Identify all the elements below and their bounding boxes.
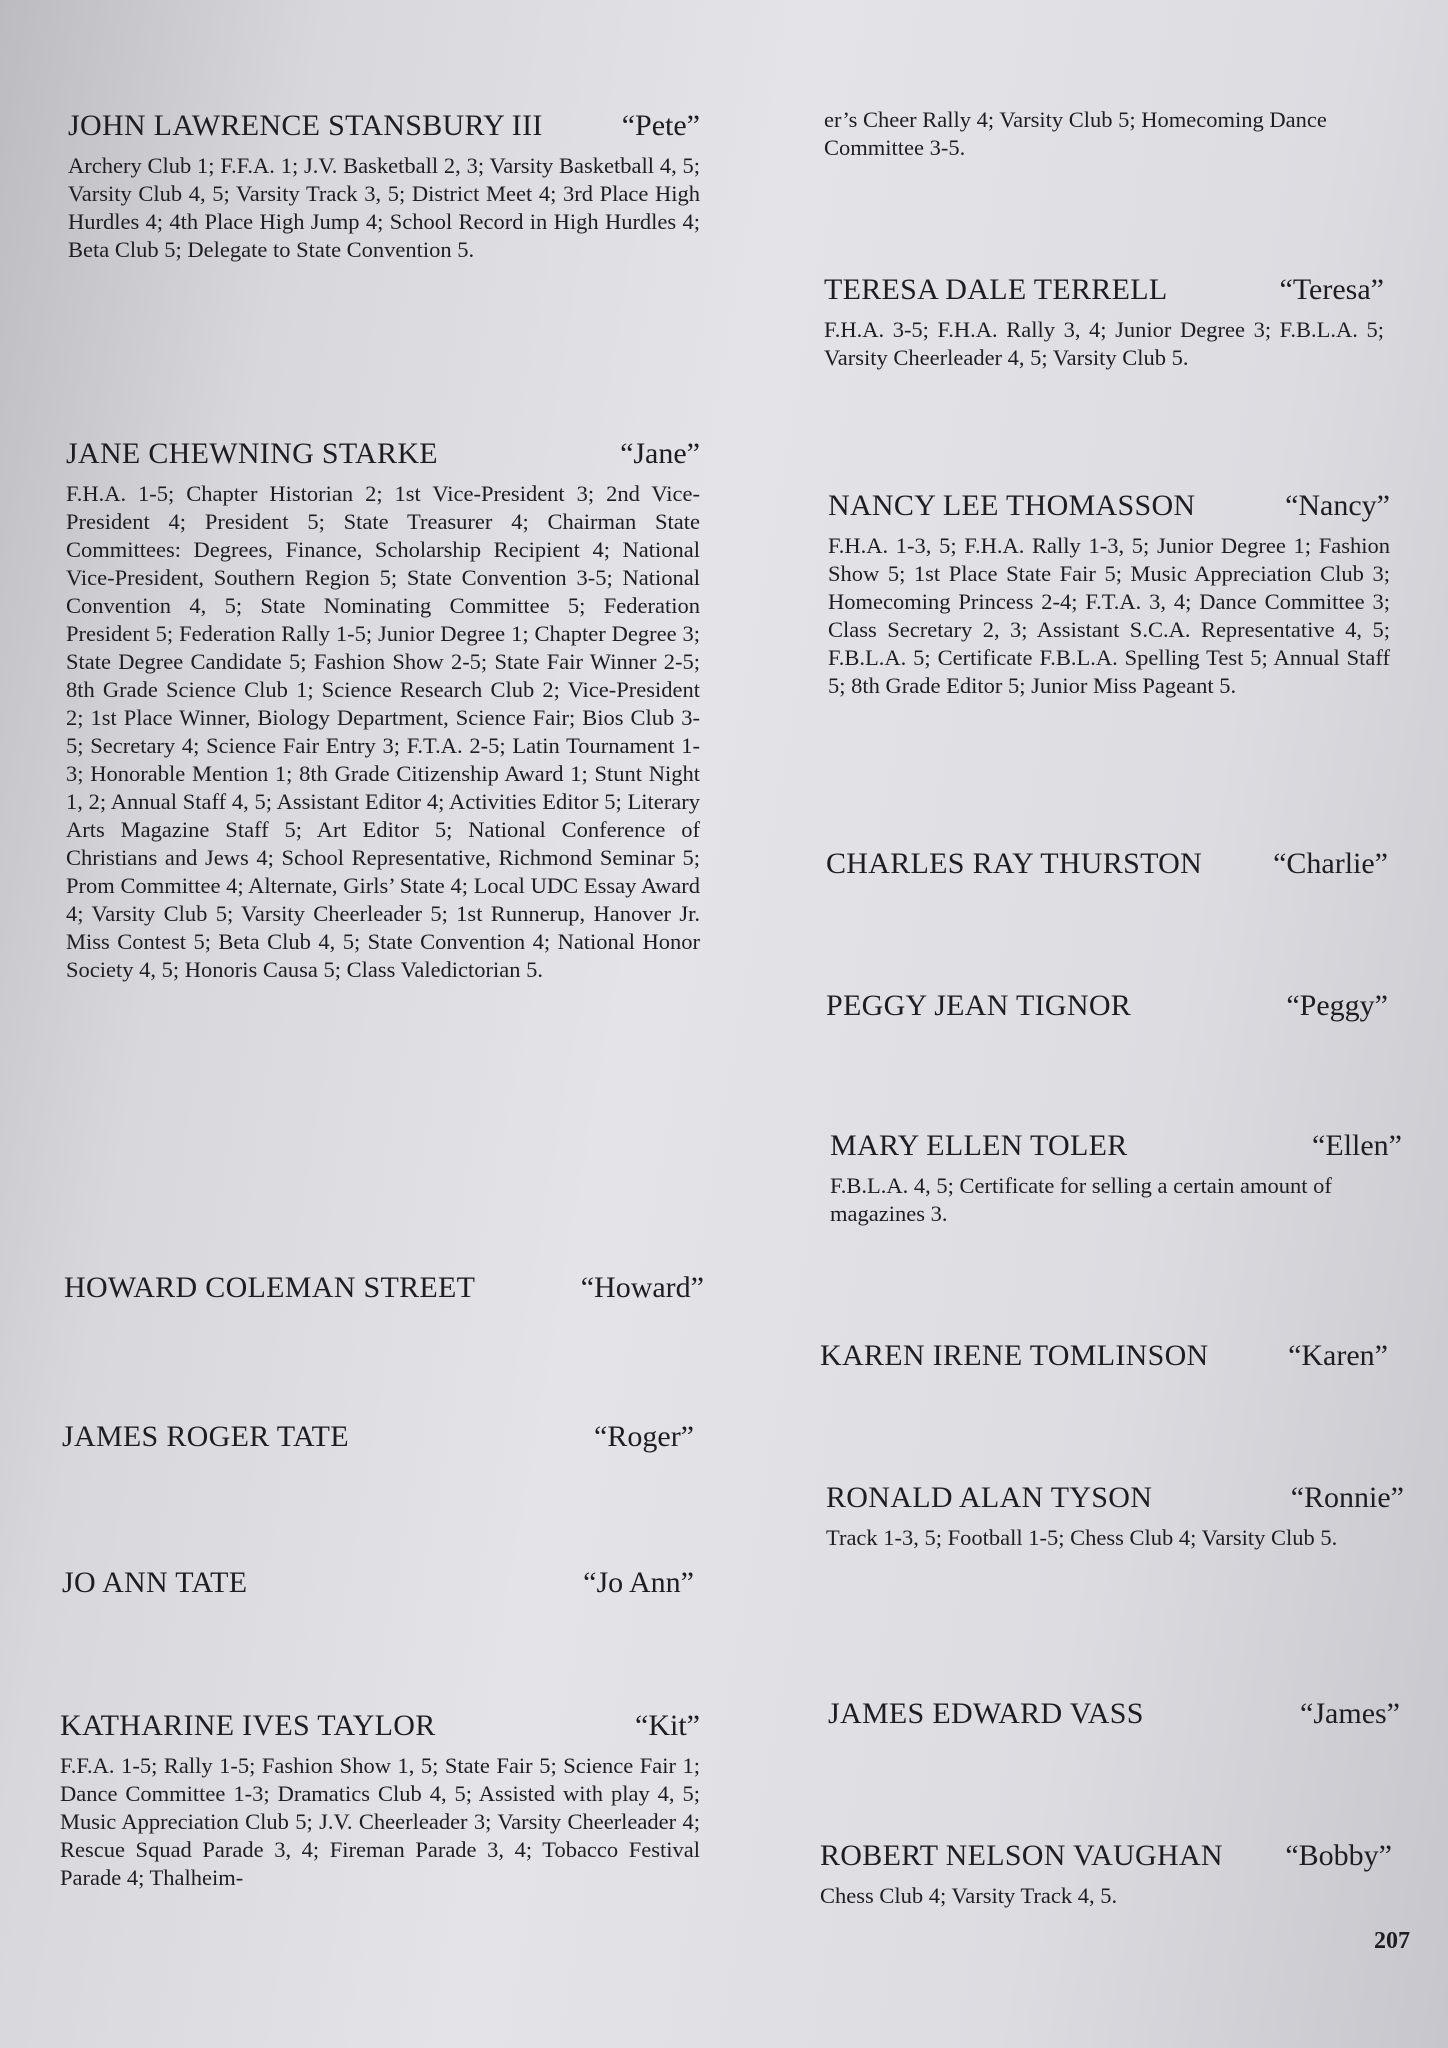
student-activities: F.H.A. 3-5; F.H.A. Rally 3, 4; Junior Degree 3; F.B.L.A. 5; Varsity Cheerleader 4, 5; Varsity Club 5. [824, 317, 1384, 370]
entry-taylor-continued [824, 106, 1380, 162]
student-nickname: “Howard” [580, 1271, 704, 1304]
entry-thurston [826, 844, 1388, 884]
entry-stansbury [68, 106, 700, 264]
student-activities: Archery Club 1; F.F.A. 1; J.V. Basketball 2, 3; Varsity Basketball 4, 5; Varsity Club 4, 5; Varsity Track 3, 5; District Meet 4; 3rd Place High Hurdles 4; 4th Place High Jump 4; School Record in High Hurdles 4; Beta Club 5; Delegate to State Convention 5. [68, 153, 700, 262]
student-nickname: “Ronnie” [1290, 1481, 1404, 1514]
student-name: KAREN IRENE TOMLINSON [820, 1339, 1209, 1372]
student-activities: F.B.L.A. 4, 5; Certificate for selling a certain amount of magazines 3. [830, 1173, 1332, 1226]
entry-header [62, 1417, 694, 1457]
student-nickname: “Charlie” [1273, 847, 1388, 880]
student-activities: Chess Club 4; Varsity Track 4, 5. [820, 1883, 1118, 1908]
student-nickname: “Roger” [594, 1420, 694, 1453]
student-activities: Track 1-3, 5; Football 1-5; Chess Club 4; Varsity Club 5. [826, 1525, 1338, 1550]
page-number: 207 [1374, 1928, 1410, 1954]
entry-terrell [824, 270, 1384, 372]
student-activities: F.H.A. 1-3, 5; F.H.A. Rally 1-3, 5; Junior Degree 1; Fashion Show 5; 1st Place State Fair 5; Music Appreciation Club 3; Homecoming Princess 2-4; F.T.A. 3, 4; Dance Committee 3; Class Secretary 2, 3; Assistant S.C.A. Representative 4, 5; F.B.L.A. 5; Certificate F.B.L.A. Spelling Test 5; Annual Staff 5; 8th Grade Editor 5; Junior Miss Pageant 5. [828, 533, 1390, 698]
entry-header [820, 1336, 1388, 1376]
entry-street [64, 1268, 704, 1308]
student-activities-continued: er’s Cheer Rally 4; Varsity Club 5; Homecoming Dance Committee 3-5. [824, 107, 1327, 160]
entry-taylor [60, 1706, 700, 1892]
student-name: JAMES EDWARD VASS [828, 1697, 1144, 1730]
student-nickname: “Bobby” [1285, 1839, 1392, 1872]
entry-header [830, 1126, 1402, 1166]
entry-tate-james [62, 1417, 694, 1457]
student-nickname: “Jo Ann” [583, 1566, 694, 1599]
entry-header [826, 986, 1388, 1026]
student-name: PEGGY JEAN TIGNOR [826, 989, 1132, 1022]
student-nickname: “Kit” [635, 1709, 700, 1742]
entry-tyson [826, 1478, 1404, 1552]
entry-vaughan [820, 1836, 1392, 1910]
entry-tomlinson [820, 1336, 1388, 1376]
entry-header [820, 1836, 1392, 1876]
entry-header [64, 1268, 704, 1308]
entry-starke [66, 434, 700, 984]
entry-toler [830, 1126, 1402, 1228]
student-nickname: “Karen” [1288, 1339, 1388, 1372]
entry-header [60, 1706, 700, 1746]
student-name: JO ANN TATE [62, 1566, 248, 1599]
entry-header [826, 844, 1388, 884]
entry-header [66, 434, 700, 474]
student-name: MARY ELLEN TOLER [830, 1129, 1128, 1162]
student-nickname: “Teresa” [1279, 273, 1384, 306]
student-nickname: “Pete” [621, 109, 700, 142]
student-nickname: “James” [1300, 1697, 1400, 1730]
student-name: JAMES ROGER TATE [62, 1420, 349, 1453]
student-activities: F.F.A. 1-5; Rally 1-5; Fashion Show 1, 5; State Fair 5; Science Fair 1; Dance Committee 1-3; Dramatics Club 4, 5; Assisted with play 4, 5; Music Appreciation Club 5; J.V. Cheerleader 3; Varsity Cheerleader 4; Rescue Squad Parade 3, 4; Fireman Parade 3, 4; Tobacco Festival Parade 4; Thalheim- [60, 1753, 700, 1890]
student-name: TERESA DALE TERRELL [824, 273, 1168, 306]
entry-header [828, 1694, 1400, 1734]
student-name: CHARLES RAY THURSTON [826, 847, 1203, 880]
student-activities: F.H.A. 1-5; Chapter Historian 2; 1st Vice-President 3; 2nd Vice-President 4; President 5; State Treasurer 4; Chairman State Committees: Degrees, Finance, Scholarship Recipient 4; National Vice-President, Southern Region 5; State Convention 3-5; National Convention 4, 5; State Nominating Committee 5; Federation President 5; Federation Rally 1-5; Junior Degree 1; Chapter Degree 3; State Degree Candidate 5; Fashion Show 2-5; State Fair Winner 2-5; 8th Grade Science Club 1; Science Research Club 2; Vice-President 2; 1st Place Winner, Biology Department, Science Fair; Bios Club 3-5; Secretary 4; Science Fair Entry 3; F.T.A. 2-5; Latin Tournament 1-3; Honorable Mention 1; 8th Grade Citizenship Award 1; Stunt Night 1, 2; Annual Staff 4, 5; Assistant Editor 4; Activities Editor 5; Literary Arts Magazine Staff 5; Art Editor 5; National Conference of Christians and Jews 4; School Representative, Richmond Seminar 5; Prom Committee 4; Alternate, Girls’ State 4; Local UDC Essay Award 4; Varsity Club 5; Varsity Cheerleader 5; 1st Runnerup, Hanover Jr. Miss Contest 5; Beta Club 4, 5; State Convention 4; National Honor Society 4, 5; Honoris Causa 5; Class Valedictorian 5. [66, 481, 700, 982]
entry-tate-jo [62, 1563, 694, 1603]
student-name: HOWARD COLEMAN STREET [64, 1271, 476, 1304]
entry-header [62, 1563, 694, 1603]
student-name: ROBERT NELSON VAUGHAN [820, 1839, 1223, 1872]
entry-header [68, 106, 700, 146]
student-nickname: “Peggy” [1286, 989, 1388, 1022]
entry-header [826, 1478, 1404, 1518]
student-name: JOHN LAWRENCE STANSBURY III [68, 109, 543, 142]
entry-vass [828, 1694, 1400, 1734]
student-nickname: “Ellen” [1312, 1129, 1402, 1162]
student-name: RONALD ALAN TYSON [826, 1481, 1153, 1514]
student-nickname: “Nancy” [1285, 489, 1390, 522]
entry-tignor [826, 986, 1388, 1026]
entry-header [824, 270, 1384, 310]
student-name: JANE CHEWNING STARKE [66, 437, 438, 470]
student-name: NANCY LEE THOMASSON [828, 489, 1196, 522]
entry-header [828, 486, 1390, 526]
student-name: KATHARINE IVES TAYLOR [60, 1709, 436, 1742]
student-nickname: “Jane” [620, 437, 700, 470]
entry-thomasson [828, 486, 1390, 700]
